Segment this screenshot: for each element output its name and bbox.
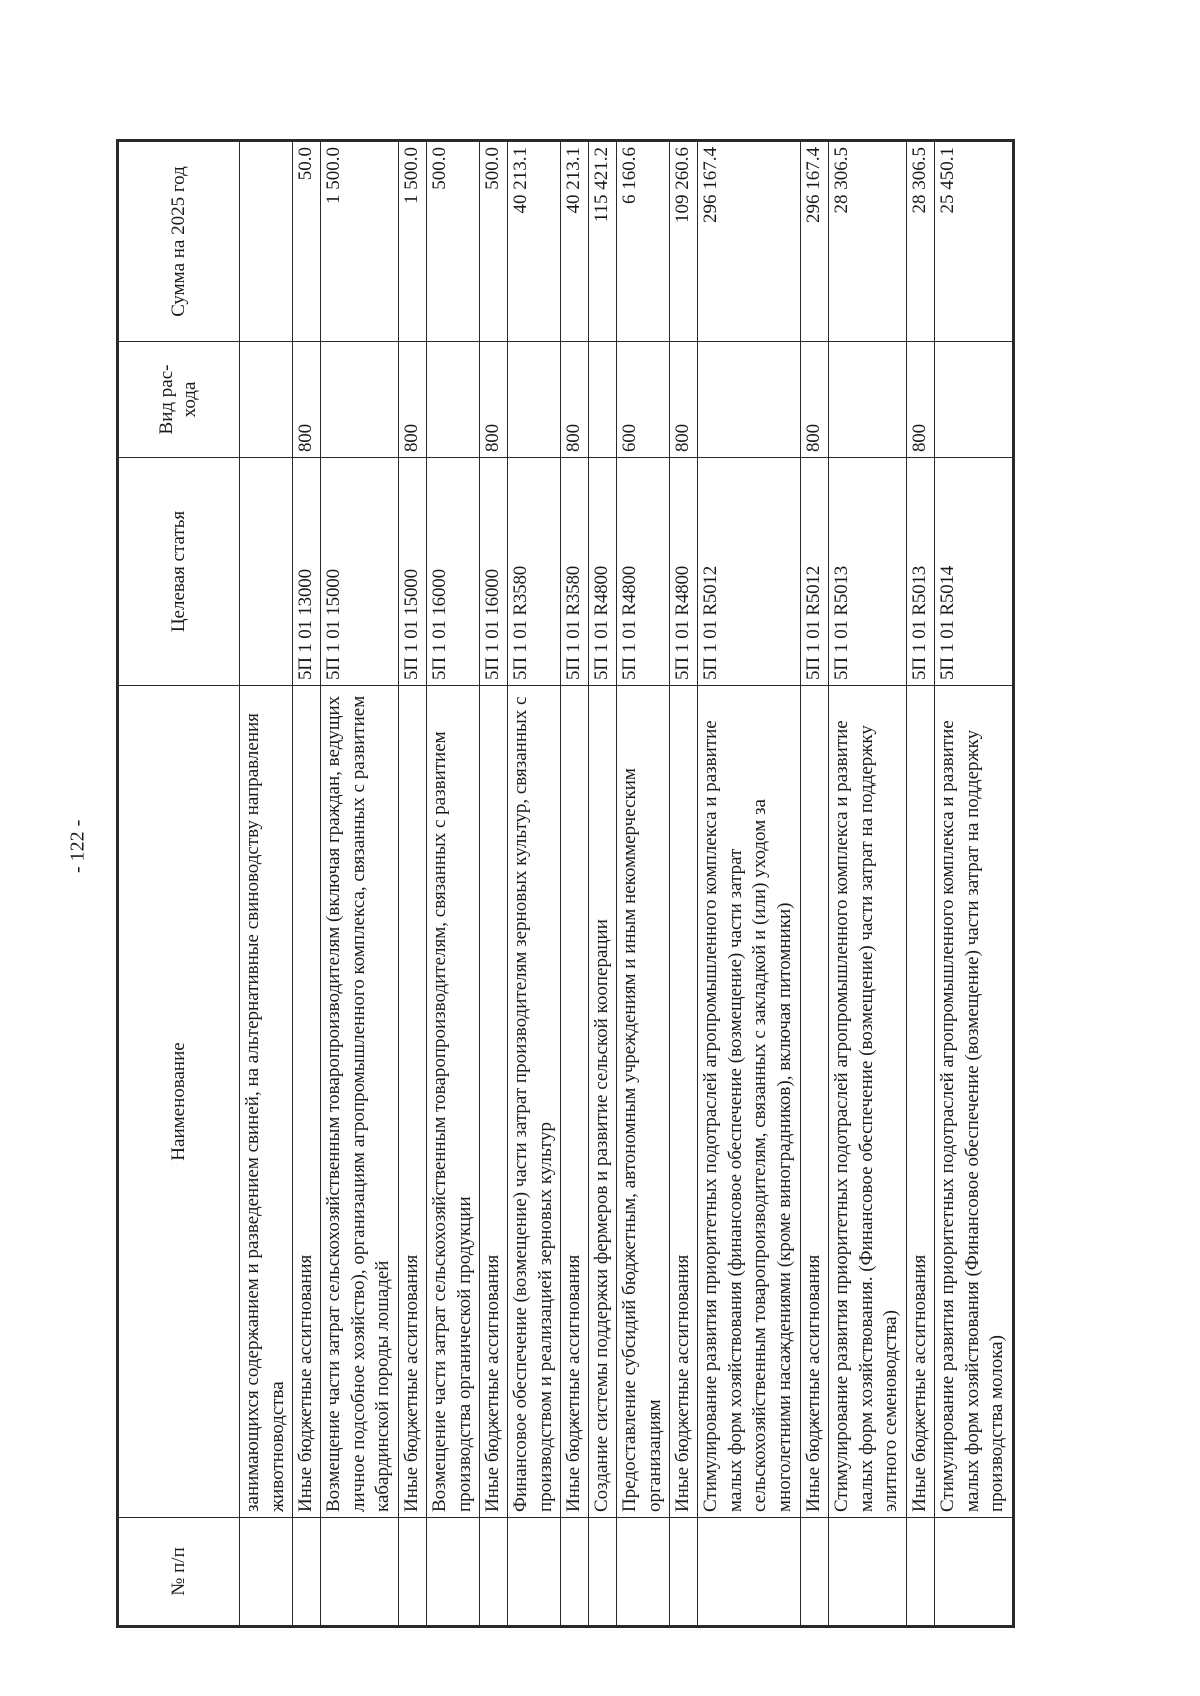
table-row — [240, 142, 293, 1626]
row-number — [588, 1518, 616, 1626]
row-expense-type — [828, 342, 906, 458]
row-target-article: 5П 1 01 R4800 — [617, 458, 670, 686]
row-target-article: 5П 1 01 R4800 — [669, 458, 697, 686]
row-expense-type: 800 — [906, 342, 934, 458]
row-target-article: 5П 1 01 R4800 — [588, 458, 616, 686]
row-sum: 115 421.2 — [588, 142, 616, 342]
row-name: Стимулирование развития приоритетных подотраслей агропромышленного комплекса и развитие малых форм хозяйствования (Финансовое обеспечение (возмещение) части затрат на поддержку производства молока) — [934, 686, 1012, 1518]
row-number — [934, 1518, 1012, 1626]
table-row — [560, 142, 588, 1626]
row-name: Иные бюджетные ассигнования — [560, 686, 588, 1518]
table-row — [321, 142, 399, 1626]
row-target-article: 5П 1 01 R3580 — [507, 458, 560, 686]
row-name: Иные бюджетные ассигнования — [398, 686, 426, 1518]
table-row — [426, 142, 479, 1626]
row-number — [669, 1518, 697, 1626]
row-name: занимающихся содержанием и разведением свиней, на альтернативные свиноводству направления животноводства — [240, 686, 293, 1518]
row-expense-type — [321, 342, 399, 458]
row-sum — [240, 142, 293, 342]
row-sum: 1 500.0 — [398, 142, 426, 342]
row-expense-type: 800 — [292, 342, 320, 458]
header-target: Целевая статья — [119, 458, 240, 686]
row-name: Возмещение части затрат сельскохозяйственным товаропроизводителям, связанных с развитием производства органической продукции — [426, 686, 479, 1518]
page-number: - 122 - — [66, 819, 89, 873]
row-number — [479, 1518, 507, 1626]
row-number — [698, 1518, 801, 1626]
row-expense-type — [426, 342, 479, 458]
table-row — [588, 142, 616, 1626]
row-number — [426, 1518, 479, 1626]
table-row — [906, 142, 934, 1626]
row-sum: 500.0 — [426, 142, 479, 342]
row-name: Иные бюджетные ассигнования — [669, 686, 697, 1518]
row-target-article — [240, 458, 293, 686]
row-target-article: 5П 1 01 R5012 — [800, 458, 828, 686]
table-row — [507, 142, 560, 1626]
row-name: Создание системы поддержки фермеров и развитие сельской кооперации — [588, 686, 616, 1518]
table-row — [617, 142, 670, 1626]
row-target-article: 5П 1 01 13000 — [292, 458, 320, 686]
budget-table-container — [118, 142, 1013, 1626]
row-target-article: 5П 1 01 R5014 — [934, 458, 1012, 686]
row-number — [828, 1518, 906, 1626]
row-sum: 6 160.6 — [617, 142, 670, 342]
row-sum: 28 306.5 — [828, 142, 906, 342]
header-num: № п/п — [119, 1518, 240, 1626]
row-number — [800, 1518, 828, 1626]
row-name: Иные бюджетные ассигнования — [479, 686, 507, 1518]
row-expense-type — [588, 342, 616, 458]
row-sum: 1 500.0 — [321, 142, 399, 342]
row-expense-type — [934, 342, 1012, 458]
table-row — [479, 142, 507, 1626]
row-sum: 296 167.4 — [698, 142, 801, 342]
row-number — [507, 1518, 560, 1626]
row-number — [617, 1518, 670, 1626]
budget-table — [118, 141, 1013, 1626]
table-row — [292, 142, 320, 1626]
row-name: Предоставление субсидий бюджетным, автономным учреждениям и иным некоммерческим организациям — [617, 686, 670, 1518]
row-sum: 25 450.1 — [934, 142, 1012, 342]
table-row — [828, 142, 906, 1626]
table-row — [698, 142, 801, 1626]
row-target-article: 5П 1 01 R3580 — [560, 458, 588, 686]
row-expense-type: 800 — [669, 342, 697, 458]
row-sum: 109 260.6 — [669, 142, 697, 342]
table-row — [934, 142, 1012, 1626]
table-row — [669, 142, 697, 1626]
row-name: Стимулирование развития приоритетных подотраслей агропромышленного комплекса и развитие малых форм хозяйствования. (Финансовое обеспечение (возмещение) части затрат на поддержку элитного семеноводства) — [828, 686, 906, 1518]
row-number — [906, 1518, 934, 1626]
row-sum: 50.0 — [292, 142, 320, 342]
row-number — [560, 1518, 588, 1626]
row-expense-type: 800 — [398, 342, 426, 458]
row-name: Иные бюджетные ассигнования — [292, 686, 320, 1518]
header-name: Наименование — [119, 686, 240, 1518]
row-name: Стимулирование развития приоритетных подотраслей агропромышленного комплекса и развитие малых форм хозяйствования (финансовое обеспечение (возмещение) части затрат сельскохозяйственным товаропроизводителям, связанных с закладкой и (или) уходом за многолетними насаждениями (кроме виноградников), включая питомники) — [698, 686, 801, 1518]
row-name: Возмещение части затрат сельскохозяйственным товаропроизводителям (включая граждан, ведущих личное подсобное хозяйство), организациям агропромышленного комплекса, связанных с развитием кабардинской породы лошадей — [321, 686, 399, 1518]
table-row — [398, 142, 426, 1626]
row-sum: 500.0 — [479, 142, 507, 342]
row-sum: 40 213.1 — [507, 142, 560, 342]
row-expense-type: 800 — [479, 342, 507, 458]
row-name: Иные бюджетные ассигнования — [906, 686, 934, 1518]
row-number — [321, 1518, 399, 1626]
header-type: Вид рас-хода — [119, 342, 240, 458]
row-name: Иные бюджетные ассигнования — [800, 686, 828, 1518]
header-sum: Сумма на 2025 год — [119, 142, 240, 342]
row-target-article: 5П 1 01 R5012 — [698, 458, 801, 686]
row-expense-type — [507, 342, 560, 458]
table-row — [800, 142, 828, 1626]
row-sum: 296 167.4 — [800, 142, 828, 342]
row-target-article: 5П 1 01 16000 — [479, 458, 507, 686]
row-expense-type: 800 — [560, 342, 588, 458]
row-expense-type: 600 — [617, 342, 670, 458]
table-header-row — [119, 142, 240, 1626]
row-target-article: 5П 1 01 R5013 — [828, 458, 906, 686]
row-target-article: 5П 1 01 16000 — [426, 458, 479, 686]
row-number — [398, 1518, 426, 1626]
row-expense-type — [240, 342, 293, 458]
row-sum: 40 213.1 — [560, 142, 588, 342]
row-sum: 28 306.5 — [906, 142, 934, 342]
row-expense-type — [698, 342, 801, 458]
row-target-article: 5П 1 01 15000 — [398, 458, 426, 686]
row-name: Финансовое обеспечение (возмещение) части затрат производителям зерновых культур, связанных с производством и реализацией зерновых культур — [507, 686, 560, 1518]
row-target-article: 5П 1 01 15000 — [321, 458, 399, 686]
row-number — [292, 1518, 320, 1626]
row-target-article: 5П 1 01 R5013 — [906, 458, 934, 686]
row-expense-type: 800 — [800, 342, 828, 458]
row-number — [240, 1518, 293, 1626]
